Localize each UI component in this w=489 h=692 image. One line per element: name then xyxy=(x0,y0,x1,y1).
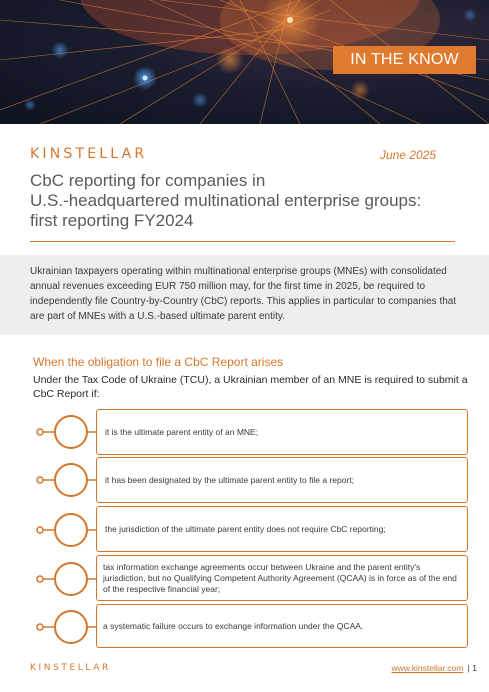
list-item xyxy=(96,604,468,648)
item-connector-icon xyxy=(36,607,98,647)
item-connector-icon xyxy=(36,510,98,550)
list-item-text: it is the ultimate parent entity of an MNE; xyxy=(105,426,259,437)
intro-text: Ukrainian taxpayers operating within multinational enterprise groups (MNEs) with consolidated annual revenues exceeding EUR 750 million may, for the first time in 2025, be required to independently file Country-by-Country (CbC) reports. This applies in particular to companies that are part of MNEs with a U.S.-based ultimate parent entity. xyxy=(30,266,457,322)
in-the-know-badge: IN THE KNOW xyxy=(333,46,476,74)
intro-box xyxy=(0,255,489,335)
website-link[interactable]: www.kinstellar.com xyxy=(391,663,464,673)
list-item xyxy=(96,555,468,601)
footer-separator: | xyxy=(467,663,470,673)
item-connector-icon xyxy=(36,412,98,452)
list-item xyxy=(96,506,468,552)
title-line: U.S.-headquartered multinational enterprise groups: xyxy=(30,191,422,210)
publication-date: June 2025 xyxy=(379,148,436,162)
hero-banner xyxy=(0,0,489,124)
footer-logo: KINSTELLAR xyxy=(30,663,111,673)
list-item xyxy=(96,409,468,455)
list-item-text: a systematic failure occurs to exchange information under the QCAA. xyxy=(103,620,364,631)
section-intro: Under the Tax Code of Ukraine (TCU), a Ukrainian member of an MNE is required to submit a CbC Report if: xyxy=(33,374,468,400)
title-divider xyxy=(30,241,455,242)
title-line: first reporting FY2024 xyxy=(30,211,194,230)
list-item xyxy=(96,457,468,503)
item-connector-icon xyxy=(36,460,98,500)
page-number: 1 xyxy=(472,663,477,673)
list-item-text: tax information exchange agreements occur between Ukraine and the parent entity's jurisdiction, but no Qualifying Competent Authority Agreement (QCAA) is in force as of the end of the respective financial year; xyxy=(103,561,457,594)
list-item-text: it has been designated by the ultimate parent entity to file a report; xyxy=(105,474,355,485)
footer-right xyxy=(391,663,477,673)
kinstellar-logo: KINSTELLAR xyxy=(30,146,148,162)
list-item-text: the jurisdiction of the ultimate parent entity does not require CbC reporting; xyxy=(105,523,386,534)
item-connector-icon xyxy=(36,559,98,599)
section-heading: When the obligation to file a CbC Report arises xyxy=(33,355,284,369)
title-line: CbC reporting for companies in xyxy=(30,171,266,190)
page-title xyxy=(30,171,470,231)
